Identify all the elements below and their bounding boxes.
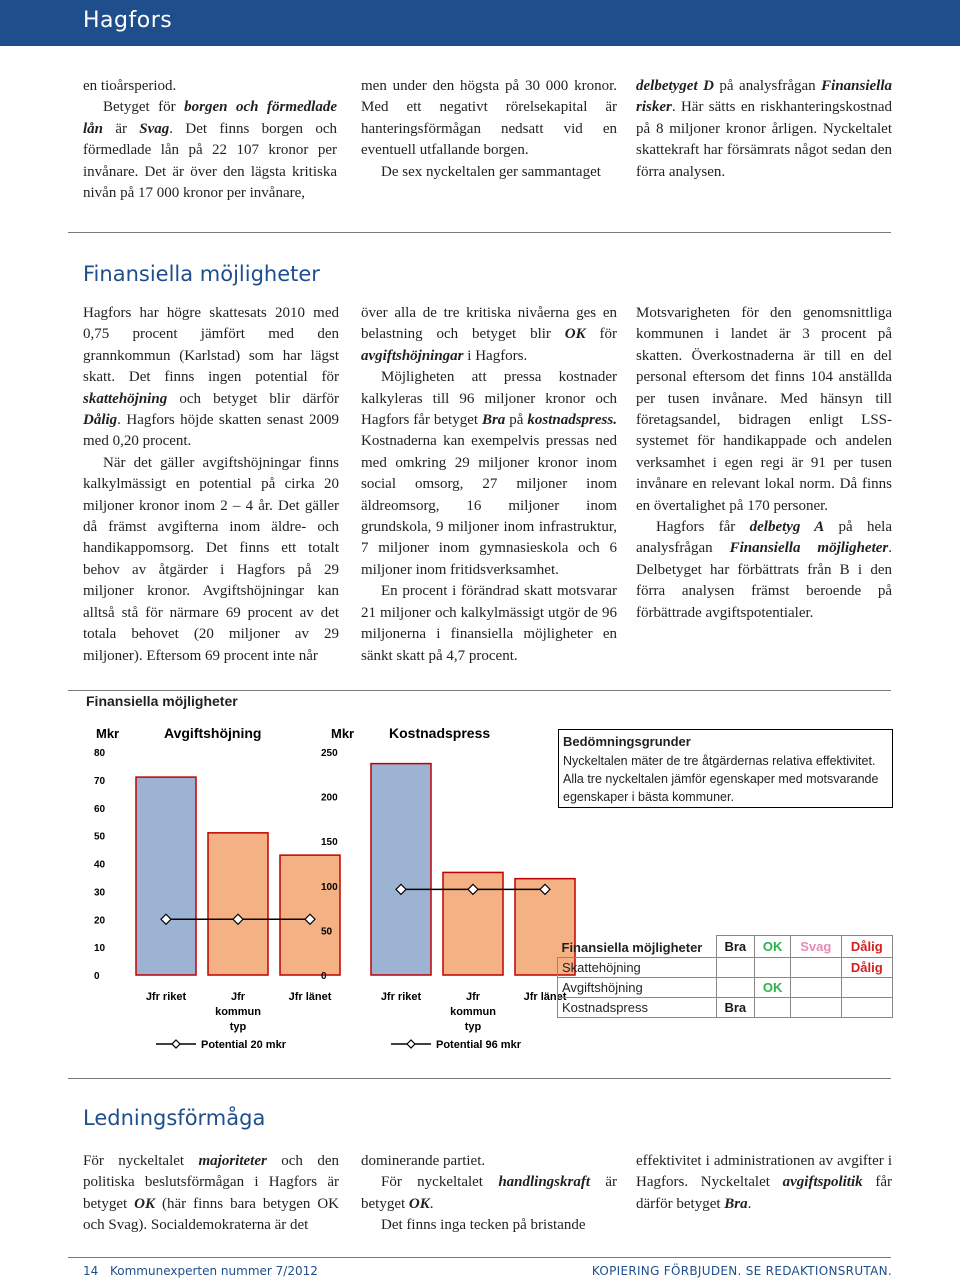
y-tick-label: 0 <box>94 971 100 982</box>
y-tick-label: 50 <box>321 926 333 938</box>
y-tick-label: 250 <box>321 748 338 759</box>
section-heading: Ledningsförmåga <box>83 1106 266 1130</box>
grade-label-dalig: Dålig <box>841 936 892 958</box>
section-divider <box>68 232 891 233</box>
row-label: Skattehöjning <box>558 957 717 977</box>
grade-cell <box>755 957 791 977</box>
grade-label-bra: Bra <box>716 936 755 958</box>
intro-paragraph: en tioårsperiod. <box>83 78 177 94</box>
body-paragraph: dominerande partiet. <box>361 1153 486 1169</box>
footer-page-number: 14 <box>83 1264 99 1278</box>
intro-paragraph: delbetyget D på analysfrågan Finansiella risker. Här sätts en riskhanteringskostnad på 8 miljoner kronor årligen. Nyckeltalet skattekraft har försämrats något sedan den förra analysen. <box>636 78 892 180</box>
section1-col-2 <box>361 303 617 667</box>
intro-paragraph: De sex nyckeltalen ger sammantaget <box>381 163 601 180</box>
figure-top-rule <box>68 690 891 691</box>
page-title: Hagfors <box>83 8 173 33</box>
y-tick-label: 20 <box>94 915 106 927</box>
y-tick-label: 150 <box>321 837 338 849</box>
rating-header-row <box>558 936 893 958</box>
y-tick-label: 60 <box>94 803 106 815</box>
category-label: Jfr <box>230 991 246 1003</box>
legend-marker <box>407 1040 415 1048</box>
body-paragraph: För nyckeltalet majoriteter och den politiska beslutsförmågan i Hagfors är betyget OK (här finns bara betygen OK och Svag). Socialdemokraterna är det <box>83 1153 339 1234</box>
grade-cell: Dålig <box>841 957 892 977</box>
figure-title: Finansiella möjligheter <box>86 693 238 709</box>
category-label: kommun <box>450 1006 496 1018</box>
footer-notice: KOPIERING FÖRBJUDEN. SE REDAKTIONSRUTAN. <box>591 1264 892 1278</box>
body-paragraph: effektivitet i administrationen av avgifter i Hagfors. Nyckeltalet avgiftspolitik får därför betyget Bra. <box>636 1153 893 1212</box>
grade-cell <box>791 977 842 997</box>
intro-paragraph: men under den högsta på 30 000 kronor. Med ett negativt rörelsekapital är hanteringsförmågan nedsatt vid en eventuell utfallande borgen. <box>361 78 617 159</box>
bar <box>208 833 268 975</box>
category-label: Jfr länet <box>523 991 567 1003</box>
grade-cell <box>841 977 892 997</box>
table-header-label: Finansiella möjligheter <box>561 939 703 955</box>
footer-rule <box>68 1257 891 1258</box>
chart-title: Avgiftshöjning <box>164 725 262 741</box>
y-tick-label: 0 <box>321 971 327 982</box>
y-tick-label: 70 <box>94 775 106 787</box>
grading-box <box>558 729 893 808</box>
grade-cell <box>755 997 791 1017</box>
body-paragraph: Möjligheten att pressa kostnader kalkyleras till 96 miljoner kronor och Hagfors får betyget Bra på kostnadspress. Kostnaderna kan exempelvis pressas ned med omkring 29 miljoner kronor inom social omsorg, 27 miljoner inom äldreomsorg, 16 miljoner inom grundskola, 9 miljoner inom infrastruktur, 7 miljoner inom gymnasieskola och 6 miljoner inom fritidsverksamhet. <box>361 369 617 578</box>
category-label: Jfr riket <box>145 991 187 1003</box>
intro-col-1 <box>83 76 337 204</box>
chart-title: Kostnadspress <box>389 725 491 741</box>
grading-text: Nyckeltalen mäter de tre åtgärdernas relativa effektivitet. Alla tre nyckeltalen jämför egenskaper med motsvarande egenskaper i bästa kommuner. <box>563 754 879 804</box>
y-tick-label: 30 <box>94 887 106 899</box>
y-axis-label: Mkr <box>96 726 120 741</box>
body-paragraph: Hagfors får delbetyg A på hela analysfrågan Finansiella möjligheter. Delbetyget har förbättrats från B i den förra analysen främst beroende på förbättrade avgiftspotentialer. <box>636 519 893 621</box>
rating-table <box>557 935 893 1018</box>
bar <box>136 777 196 975</box>
category-label: Jfr <box>465 991 481 1003</box>
category-label: Jfr länet <box>288 991 332 1003</box>
section2-col-1 <box>83 1151 339 1237</box>
intro-col-3 <box>636 76 892 183</box>
y-tick-label: 10 <box>94 943 106 955</box>
y-axis-label: Mkr <box>331 726 355 741</box>
grade-label-svag: Svag <box>791 936 842 958</box>
section1-col-1 <box>83 303 339 667</box>
section-heading: Finansiella möjligheter <box>83 262 320 286</box>
intro-paragraph: Betyget för borgen och förmedlade lån är Svag. Det finns borgen och förmedlade lån på 22 107 kronor per invånare. Det är över den lägsta kritiska nivån på 17 000 kronor per invånare, <box>83 99 337 202</box>
grade-label-ok: OK <box>755 936 791 958</box>
body-paragraph: över alla de tre kritiska nivåerna ges en belastning och betyget blir OK för avgiftshöjningar i Hagfors. <box>361 305 617 364</box>
section1-col-3 <box>636 303 892 624</box>
grade-cell <box>791 997 842 1017</box>
y-tick-label: 50 <box>94 831 106 843</box>
y-tick-label: 100 <box>321 881 338 893</box>
grade-cell <box>716 977 755 997</box>
grade-cell <box>716 957 755 977</box>
body-paragraph: Det finns inga tecken på bristande <box>381 1217 586 1234</box>
grading-title: Bedömningsgrunder <box>563 734 691 749</box>
footer-publication: Kommunexperten nummer 7/2012 <box>110 1264 318 1278</box>
grade-cell <box>791 957 842 977</box>
intro-col-2 <box>361 76 617 183</box>
bar <box>371 764 431 975</box>
grade-cell <box>841 997 892 1017</box>
row-label: Avgiftshöjning <box>558 977 717 997</box>
body-paragraph: Hagfors har högre skattesats 2010 med 0,75 procent jämfört med den grannkommun (Karlstad) som har lägst skatt. Det finns ingen potential för skattehöjning och betyget blir därför Dålig. Hagfors höjde skatten senast 2009 med 0,20 procent. <box>83 305 339 450</box>
y-tick-label: 200 <box>321 792 338 804</box>
row-label: Kostnadspress <box>558 997 717 1017</box>
category-label: typ <box>464 1021 482 1033</box>
legend-marker <box>172 1040 180 1048</box>
chart-kostnadspress <box>315 720 567 1051</box>
y-tick-label: 80 <box>94 748 106 759</box>
body-paragraph: För nyckeltalet handlingskraft är betyget OK. <box>361 1174 618 1212</box>
body-paragraph: När det gäller avgiftshöjningar finns kalkylmässigt en potential på cirka 20 miljoner kronor inom 2 – 4 år. Det gäller då främst avgifterna inom äldre- och handikappomsorg. Det finns ett totalt behov av åtgärder i Hagfors på 29 miljoner kronor. Avgiftshöjningar kan alltså stå för närmare 69 procent av det totala behovet (20 miljoner av 29 miljoner). Eftersom 69 procent inte når <box>83 454 339 664</box>
body-paragraph: En procent i förändrad skatt motsvarar 21 miljoner och kalkylmässigt utgör de 96 miljonerna i finansiella möjligheter en sänkt skatt på 4,7 procent. <box>361 583 617 664</box>
table-row <box>558 977 893 997</box>
y-tick-label: 40 <box>94 859 106 871</box>
category-label: typ <box>229 1021 247 1033</box>
grade-cell: OK <box>755 977 791 997</box>
category-label: Jfr riket <box>380 991 422 1003</box>
figure-bottom-rule <box>68 1078 891 1079</box>
grade-cell: Bra <box>716 997 755 1017</box>
legend-label: Potential 96 mkr <box>436 1039 521 1051</box>
table-row <box>558 997 893 1017</box>
category-label: kommun <box>215 1006 261 1018</box>
legend-label: Potential 20 mkr <box>201 1039 286 1051</box>
section2-col-2 <box>361 1151 617 1237</box>
table-row <box>558 957 893 977</box>
body-paragraph: Motsvarigheten för den genomsnittliga kommunen i landet är 3 procent på skatten. Överkostnaderna är till en del personal eftersom det finns 104 anställda per tusen invånare. Med hänsyn till företagsandel, bidragen enligt LSS-systemet för handikappade och andelen verksamhet i egen regi är 91 per tusen invånare en relevant lokal norm. Då finns en övertalighet på 170 personer. <box>636 305 892 514</box>
section2-col-3 <box>636 1151 892 1215</box>
